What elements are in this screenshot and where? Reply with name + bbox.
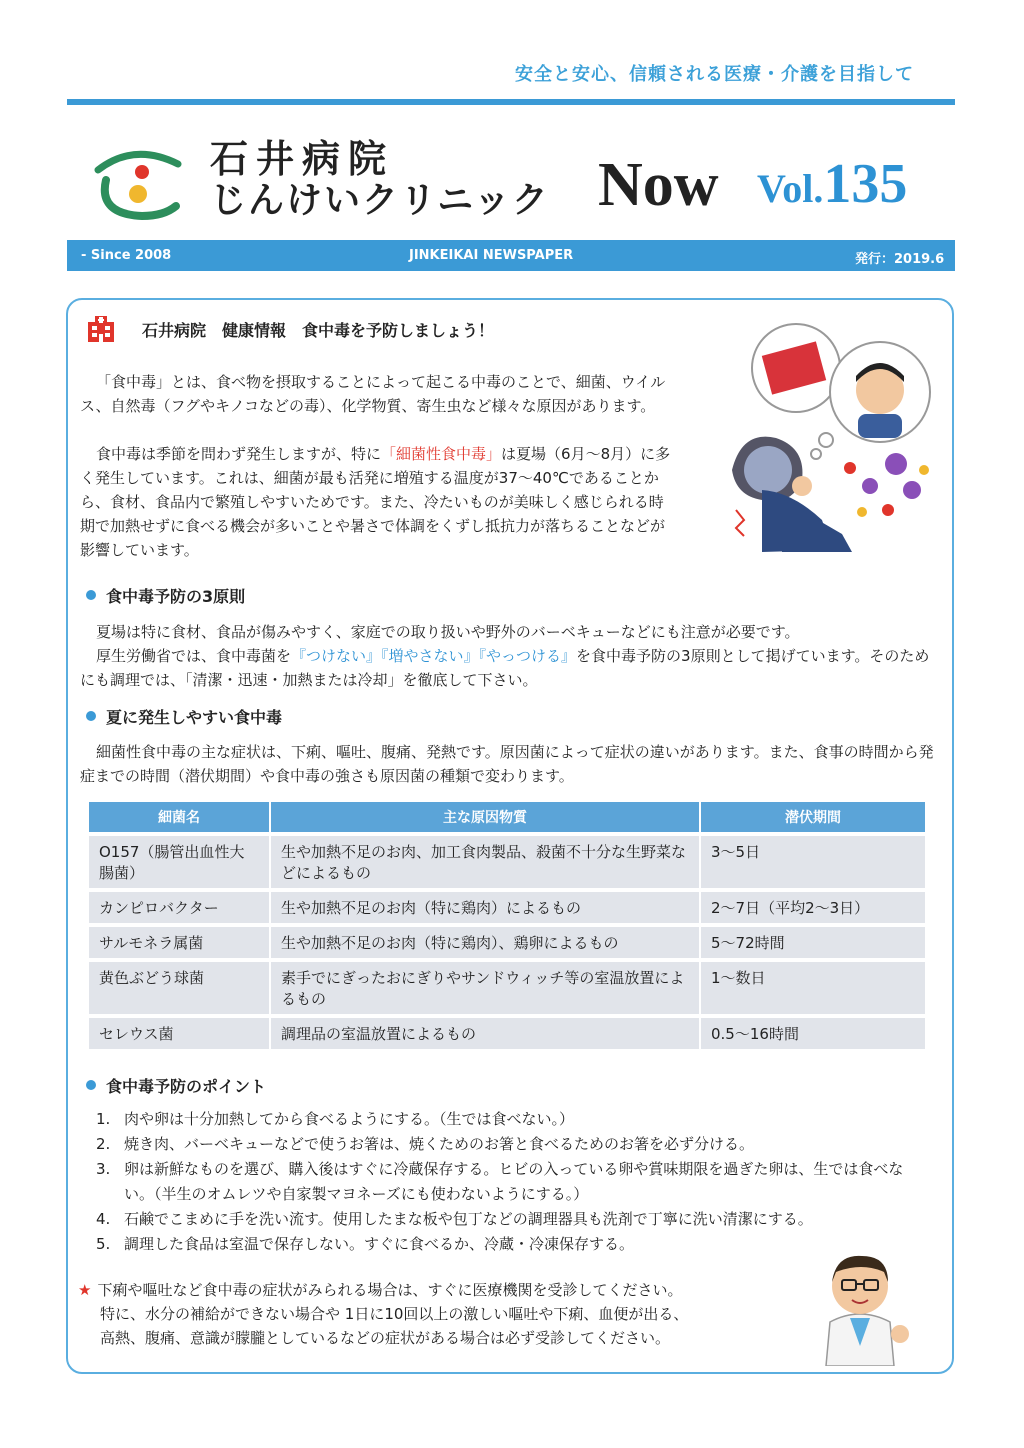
header-rule <box>67 99 955 105</box>
newsletter-now: Now <box>598 151 719 219</box>
heading-three-principles-text: 食中毒予防の3原則 <box>106 587 246 606</box>
heading-prevention-points <box>86 1074 266 1097</box>
bacteria-name: 黄色ぶどう球菌 <box>89 958 271 1014</box>
notice-text-1: 下痢や嘔吐など食中毒の症状がみられる場合は、すぐに医療機関を受診してください。 <box>97 1281 683 1299</box>
section-title: 石井病院 健康情報 食中毒を予防しましょう！ <box>142 321 495 340</box>
incubation: 0.5～16時間 <box>701 1014 925 1049</box>
bullet-dot-icon <box>86 711 96 721</box>
table-header-row <box>89 802 925 832</box>
bacteria-name: サルモネラ属菌 <box>89 923 271 958</box>
list-number: 4. <box>96 1210 111 1228</box>
header-bacteria-name: 細菌名 <box>89 802 271 832</box>
bacteria-name: O157（腸管出血性大腸菌） <box>89 832 271 888</box>
list-text: 調理した食品は室温で保存しない。すぐに食べるか、冷蔵・冷凍保存する。 <box>124 1235 635 1253</box>
incubation: 3～5日 <box>701 832 925 888</box>
tagline: 安全と安心、信頼される医療・介護を目指して <box>515 64 914 85</box>
hospital-name: 石井病院 <box>210 136 395 181</box>
header-cause: 主な原因物質 <box>271 802 701 832</box>
incubation: 2～7日（平均2～3日） <box>701 888 925 923</box>
list-item <box>96 1107 926 1132</box>
bullet-dot-icon <box>86 590 96 600</box>
bullet-dot-icon <box>86 1080 96 1090</box>
intro-paragraph-1: 「食中毒」とは、食べ物を摂取することによって起こる中毒のことで、細菌、ウイルス、自然毒（フグやキノコなどの毒）、化学物質、寄生虫など様々な原因があります。 <box>80 373 666 415</box>
volume-number <box>757 152 907 216</box>
since-label: - Since 2008 <box>81 248 172 263</box>
volume-prefix: Vol. <box>757 166 824 211</box>
cause: 生や加熱不足のお肉（特に鶏肉）によるもの <box>271 888 701 923</box>
intro2-text-b: は夏場（6月～8月）に多く発生しています。これは、細菌が最も活発に増殖する温度が37～40℃であることから、食材、食品内で繁殖しやすいためです。また、冷たいものが美味しく感じられる時期で加熱せずに食べる機会が多いことや暑さで体調をくずし抵抗力が落ちることなどが影響しています。 <box>80 445 671 559</box>
table-row <box>89 958 925 1014</box>
table-row <box>89 832 925 888</box>
incubation: 1～数日 <box>701 958 925 1014</box>
doctor-illustration <box>806 1236 914 1366</box>
intro2-highlight: 「細菌性食中毒」 <box>381 445 502 463</box>
cause: 生や加熱不足のお肉、加工食肉製品、殺菌不十分な生野菜などによるもの <box>271 832 701 888</box>
list-item <box>96 1132 926 1157</box>
star-icon: ★ <box>78 1281 92 1299</box>
heading-summer-poisoning <box>86 705 282 728</box>
principles-line-1: 夏場は特に食材、食品が傷みやすく、家庭での取り扱いや野外のバーベキューなどにも注意が必要です。 <box>96 623 800 641</box>
list-number: 5. <box>96 1235 111 1253</box>
list-text: 石鹸でこまめに手を洗い流す。使用したまな板や包丁などの調理器具も洗剤で丁寧に洗い清潔にする。 <box>124 1210 813 1228</box>
notice-line-3: 高熱、腹痛、意識が朦朧としているなどの症状がある場合は必ず受診してください。 <box>100 1329 671 1347</box>
list-number: 2. <box>96 1135 111 1153</box>
table-row <box>89 923 925 958</box>
heading-summer-poisoning-text: 夏に発生しやすい食中毒 <box>106 708 283 727</box>
notice-line-2: 特に、水分の補給ができない場合や 1日に10回以上の激しい嘔吐や下痢、血便が出る、 <box>100 1305 689 1323</box>
cause: 素手でにぎったおにぎりやサンドウィッチ等の室温放置によるもの <box>271 958 701 1014</box>
notice-block <box>78 1278 688 1350</box>
hospital-building-icon <box>86 314 116 342</box>
principles-text-b: を食中毒予防の3原則として掲げています。そのためにも調理では、「清潔・迅速・加熱または冷却」を徹底して下さい。 <box>80 647 930 689</box>
list-number: 3. <box>96 1160 111 1178</box>
principles-text-a: 厚生労働省では、食中毒菌を <box>96 647 292 665</box>
cause: 調理品の室温放置によるもの <box>271 1014 701 1049</box>
prevention-list <box>96 1107 926 1257</box>
sick-person-illustration <box>722 320 934 558</box>
issued-date: 発行：2019.6 <box>855 252 945 267</box>
principles-highlight: 『つけない』『増やさない』『やっつける』 <box>291 647 577 665</box>
table-row <box>89 1014 925 1049</box>
newspaper-label: JINKEIKAI NEWSPAPER <box>409 248 574 263</box>
list-item <box>96 1207 926 1232</box>
clinic-name: じんけいクリニック <box>210 179 550 221</box>
intro-paragraph-2 <box>80 442 674 562</box>
principles-line-2 <box>80 644 940 692</box>
list-text: 卵は新鮮なものを選び、購入後はすぐに冷蔵保存する。ヒビの入っている卵や賞味期限を過ぎた卵は、生では食べない。（半生のオムレツや自家製マヨネーズにも使わないようにする。） <box>124 1160 904 1203</box>
list-item <box>96 1157 926 1207</box>
bacteria-name: セレウス菌 <box>89 1014 271 1049</box>
heading-prevention-points-text: 食中毒予防のポイント <box>106 1077 267 1096</box>
list-text: 肉や卵は十分加熱してから食べるようにする。（生では食べない。） <box>124 1110 575 1128</box>
incubation: 5～72時間 <box>701 923 925 958</box>
intro2-text-a: 食中毒は季節を問わず発生しますが、特に <box>96 445 382 463</box>
bacteria-table <box>89 802 925 1049</box>
notice-line-1 <box>78 1278 688 1302</box>
table-row <box>89 888 925 923</box>
list-item <box>96 1232 926 1257</box>
hospital-logo-icon <box>92 140 182 220</box>
header-incubation: 潜伏期間 <box>701 802 925 832</box>
bacteria-name: カンピロバクター <box>89 888 271 923</box>
list-text: 焼き肉、バーベキューなどで使うお箸は、焼くためのお箸と食べるためのお箸を必ず分ける。 <box>124 1135 755 1153</box>
summer-paragraph: 細菌性食中毒の主な症状は、下痢、嘔吐、腹痛、発熱です。原因菌によって症状の違いがあります。また、食事の時間から発症までの時間（潜伏期間）や食中毒の強さも原因菌の種類で変わります。 <box>80 743 934 785</box>
volume-value: 135 <box>823 153 908 215</box>
heading-three-principles <box>86 584 245 607</box>
list-number: 1. <box>96 1110 111 1128</box>
header-bar <box>67 240 955 271</box>
cause: 生や加熱不足のお肉（特に鶏肉）、鶏卵によるもの <box>271 923 701 958</box>
